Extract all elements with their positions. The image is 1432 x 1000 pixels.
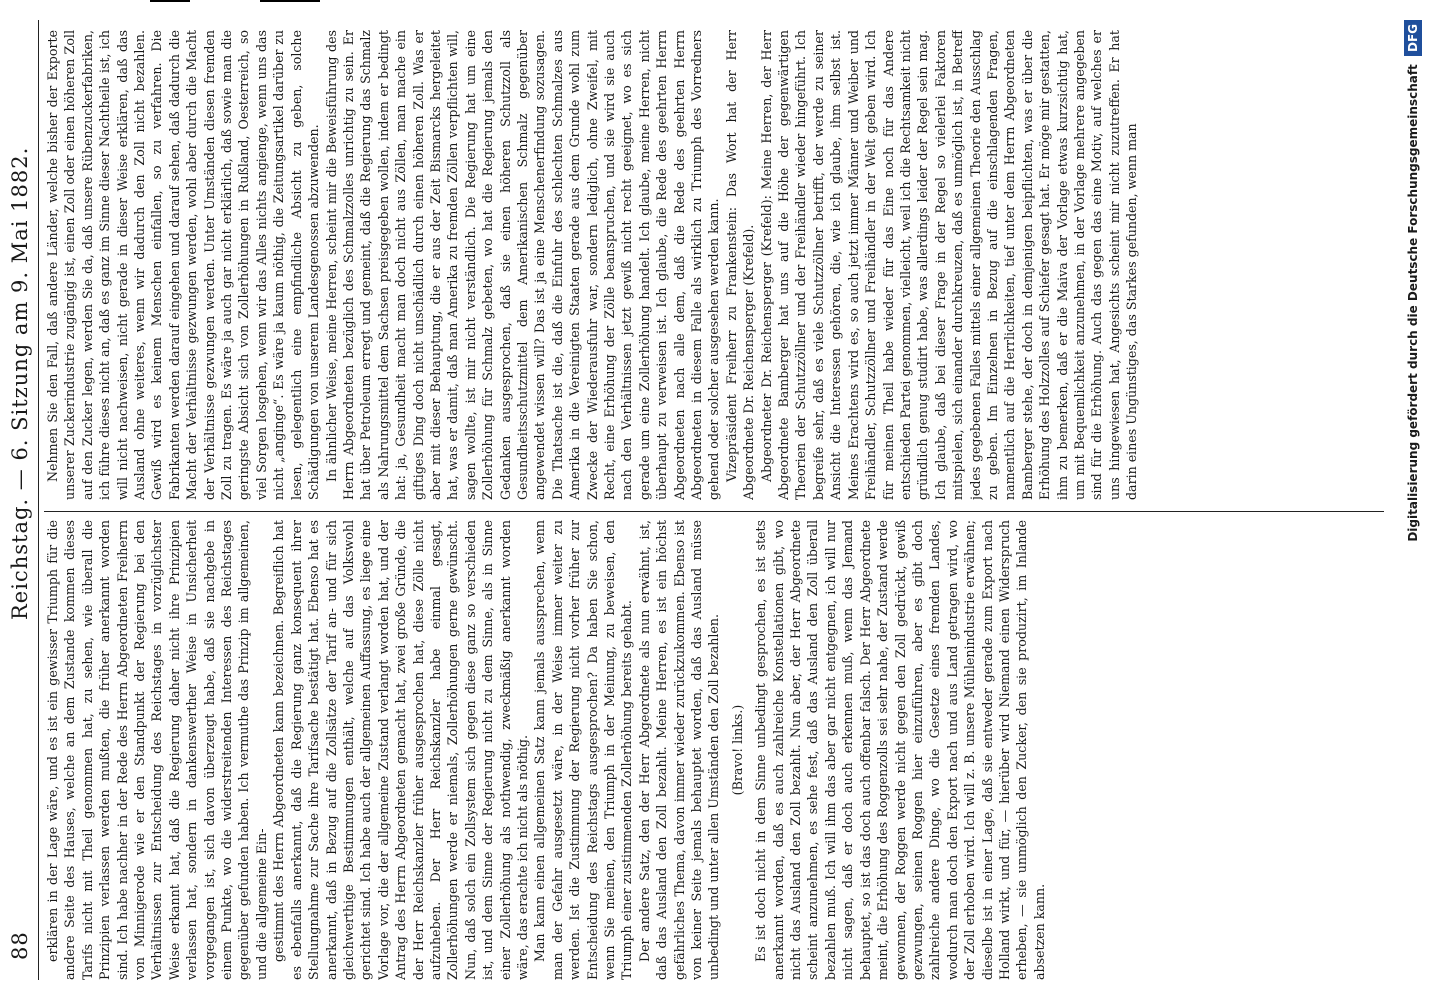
header-rule [38,20,39,980]
left-paragraph: Der andere Satz, den der Herr Abgeordnete als nun erwähnt, ist, daß das Ausland den Zoll bezahlt. Meine Herren, es ist ein höchst gefährliches Thema, davon immer wieder zurückzukommen. Ebenso ist von keiner Seite jemals behauptet worden, daß das Ausland müsse unbedingt und unter allen Umständen den Zoll bezahlen. [636,520,722,980]
left-paragraph: Man kann einen allgemeinen Satz kann jemals aussprechen, wenn man der Gefahr ausgesetzt wäre, in der Weise immer weiter zu werden. Ist die Zustimmung der Regierung nicht vorher früher zur Entscheidung des Reichstags ausgesprochen? Da haben Sie schon, wenn Sie meinen, den Triumph in der Meinung, zu beweisen, den Triumph einer zustimmenden Zollerhöhung bereits gehabt. [532,520,635,980]
left-paragraph: gestimmt des Herrn Abgeordneten kann bezeichnen. Begreiflich hat es ebenfalls anerkannt, daß die Regierung ganz konsequent ihrer Stellungnahme zur Sache ihre Tarifsache bestätigt hat. Ebenso hat es anerkannt, daß in Bezug auf die Zollsätze der Tarif an- und für sich gleichwerthige Bestimmungen enthält, welche auf das Volkswohl gerichtet sind. Ich habe auch der allgemeinen Auffassung, es liege eine Vorlage vor, die der allgemeine Zustand verlangt worden hat, und der Antrag des Herrn Abgeordneten gemacht hat, zwei große Gründe, die der Herr Reichskanzler früher ausgesprochen hat, diese Zölle nicht aufzuheben. Der Herr Reichskanzler habe einmal gesagt, Zollerhöhungen werde er niemals, Zollerhöhungen gerne gewünscht. Nun, daß solch ein Zollsystem sich gegen diese ganz so verschieden ist, und dem Sinne der Regierung nicht zu dem Sinne, als in Sinne einer Zollerhöhung als nothwendig, zweckmäßig anerkannt worden wäre, das erachte ich nicht als nöthig. [271,520,530,980]
stamp-text: Digitalisierung gefördert durch die Deutsche Forschungsgemeinschaft [1406,64,1420,542]
column-right [44,30,1384,500]
column-left [44,520,1384,980]
left-paragraph: Es ist doch nicht in dem Sinne unbedingt gesprochen, es ist stets anerkannt worden, daß es auch zahlreiche Konstellationen gibt, wo nicht das Ausland den Zoll bezahlt. Nun aber, der Herr Abgeordnete scheint anzunehmen, es sehe fest, daß das Ausland den Zoll überall bezahlen muß. Ich will ihm das aber gar nicht entgegnen, ich will nur nicht sagen, daß er doch auch erkennen muß, wenn das Jemand behauptet, so ist das doch auch offenbar falsch. Der Herr Abgeordnete meint, die Erhöhung des Roggenzolls sei sehr nahe, der Zustand werde gewonnen, der Roggen werde nicht gegen den Zoll gedrückt, gewiß gezwungen, seinen Roggen hier einzuführen, aber es gibt doch zahlreiche andere Dinge, wo die Gesetze eines fremden Landes, wodurch man doch den Export nach und aus Land getragen wird, wo der Zoll erhoben wird. Ich will z. B. unsere Mühlenindustrie erwähnen; dieselbe ist in einer Lage, daß sie entweder gerade zum Export nach Holland wirkt, und für, — hierüber wird Niemand einen Widerspruch erheben, — sie unmöglich den Zucker, den sie produzirt, im Inlande absetzen kann. [753,520,1047,980]
right-paragraph: Abgeordneter Dr. Reichensperger (Krefeld): Meine Herren, der Herr Abgeordnete Bamberger hat uns auf die Höhe der gegenwärtigen Theorien der Schutzzöllner und der Freihändler wieder hingeführt. Ich begreife sehr, daß es viele Schutzzöllner betrifft, der werde zu seiner Ansicht die Interessen gehören, die, wie ich glaube, ihm selbst ist. Meines Erachtens wird es, so auch jetzt immer Männer und Weiber und Freihändler, Schutzzöllner und Freihändler in der Welt geben wird. Ich für meinen Theil habe wieder für das Eine noch für das Andere entschieden Partei genommen, vielleicht, weil ich die Rechtsamkeit nicht gründlich genug studirt habe, was allerdings leider der Regel sein mag. Ich glaube, daß bei dieser Frage in der Regel so vielerlei Faktoren mitspielen, sich einander durchkreuzen, daß es unmöglich ist, in Betreff jedes gegebenen Falles mittels einer allgemeinen Theorie den Ausschlag zu geben. Im Einzelnen in Bezug auf die einschlagenden Fragen, namentlich auf die Herrlichkeiten, tief unter dem Herrn Abgeordneten Bamberger stehe, der doch in demjenigen beipflichten, was er über die Erhöhung des Holzzolles auf Schiefer gesagt hat. Er möge mir gestatten, ihm zu bemerken, daß er die Maiva der Vorlage etwas kurzsichtig hat, um mit Bequemlichkeit anzunehmen, in der Vorlage mehrere angegeben sind für die Erhöhung. Auch das gegen das eine Motiv, auf welches er uns hingewiesen hat, Angesichts scheint mir nicht zuzutreffen. Er hat darin eines Ungünstiges, das Starkes gefunden, wenn man [758,30,1140,500]
running-title: Reichstag. — 6. Sitzung am 9. Mai 1882. [8,146,32,620]
digitization-stamp [1396,20,1430,700]
dfg-logo-icon: DFG [1404,20,1422,56]
page-number: 88 [8,931,32,960]
column-divider [44,511,1384,512]
speaker-line: Vizepräsident Freiherr zu Frankenstein: Das Wort hat der Herr Abgeordnete Dr. Reichensperger (Krefeld). [723,30,757,500]
scan-edge-mark [260,0,320,2]
left-paragraph: erklären in der Lage wäre, und es ist ein gewisser Triumph für die andere Seite des Hauses, welche an dem Zustande kommen dieses Tarifs nicht mit Theil genommen hat, zu sehen, wie überall die Prinzipien verlassen werden mußten, die früher anerkannt worden sind. Ich habe nachher in der Rede des Herrn Abgeordneten Freiherrn von Minnigerode wie er den Standpunkt der Regierung bei den Verhältnissen zur Entscheidung des Reichstages in vorzüglichster Weise erkannt hat, daß die Regierung daher nicht ihre Prinzipien verlassen hat, sondern in dankenswerther Weise in Unsicherheit vorgegangen ist, sich davon überzeugt habe, daß sie nachgebe in einem Punkte, wo die widerstreitenden Interessen des Reichstages gegenüber gefunden haben. Ich vermuthe das Prinzip im allgemeinen, und die allgemeine Ein- [45,520,269,980]
right-paragraph: Nehmen Sie den Fall, daß andere Länder, welche bisher der Exporte unserer Zuckerindustrie zugängig ist, einen Zoll oder einen höheren Zoll auf den Zucker legen, werden Sie da, daß unsere Rübenzuckerfabriken, ich führe dieses nicht an, daß es ganz im Sinne dieser Nachtheile ist, ich will nicht nachweisen, nicht gerade in dieser Weise erklären, daß das Ausland ohne weiteres, wenn wir dadurch den Zoll nicht bezahlen. Gewiß wird es keinem Menschen einfallen, so zu verfahren. Die Fabrikanten werden darauf eingehen und darauf sehen, daß dadurch die Macht der Verhältnisse gezwungen werden, wohl aber durch die Macht der Verhältnisse gezwungen werden. Unter Umständen diesen fremden Zoll zu tragen. Es wäre ja auch gar nicht erklärlich, daß sowie man die geringste Absicht sich von Zollerhöhungen in Rußland, Oesterreich, so viel Sorgen losgehen, wenn wir das Alles nichts angienge, wenn uns das nicht „anginge“. Es wäre ja kaum nöthig, die Zeitungsartikel darüber zu lesen, gelegentlich eine empfindliche Absicht zu geben, solche Schädigungen von unserem Landesgenossen abzuwenden. [45,30,322,500]
right-paragraph: In ähnlicher Weise, meine Herren, scheint mir die Beweisführung des Herrn Abgeordneten bezüglich des Schmalzzolles unrichtig zu sein. Er hat über Petroleum erregt und gemeint, daß die Regierung das Schmalz als Nahrungsmittel dem Sachsen preisgegeben wollen, indem er bedingt hat: ja, Gesundheit macht man doch nicht aus Zöllen, man mache ein giftiges Ding doch nicht unschädlich durch einen höheren Zoll. Was er aber mit dieser Behauptung, die er aus der Zeit Bismarcks hergeleitet hat, was er damit, daß man Amerika zu fremden Zöllen verpflichten will, sagen wollte, ist mir nicht verständlich. Die Regierung hat um eine Zollerhöhung für Schmalz gebeten, wo hat die Regierung jemals den Gedanken ausgesprochen, daß sie einen höheren Schutzzoll als Gesundheitsschutzmittel dem Amerikanischen Schmalz gegenüber angewendet wissen will? Das ist ja eine Menschenerfindung sozusagen. Die Thatsache ist die, daß die Einfuhr des schlechten Schmalzes aus Amerika in die Vereinigten Staaten gerade aus dem Grunde wohl zum Zwecke der Wiederausfuhr war, sondern lediglich, ohne Zweifel, mit Recht, eine Erhöhung der Zölle beanspruchen, und sie wird sie auch nach den Verhältnissen jetzt gewiß nicht recht geeignet, wo es sich gerade um eine Zollerhöhung handelt. Ich glaube, meine Herren, nicht überhaupt zu verweisen ist. Ich glaube, die Rede des geehrten Herrn Abgeordneten nach alle dem, daß die Rede des geehrten Herrn Abgeordneten in diesem Falle als wirklich zu Triumph des Vorredners gehend oder solcher ausgesehen werden kann. [323,30,722,500]
scan-edge-mark [150,0,190,2]
applause-note: (Bravo! links.) [729,704,745,796]
